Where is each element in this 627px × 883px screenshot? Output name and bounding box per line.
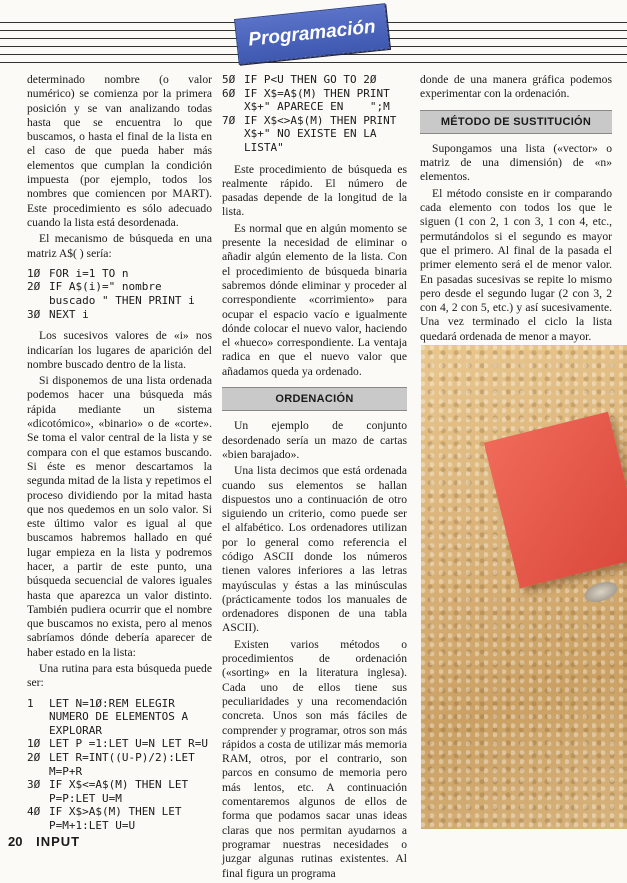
- paragraph: Este procedimiento de búsqueda es realmente rápido. El número de pasadas depende de la longitud de la lista.: [222, 162, 407, 219]
- paragraph: El mecanismo de búsqueda en una matriz A$( ) sería:: [27, 232, 212, 260]
- page-footer: [8, 834, 80, 849]
- code-line: 6Ø IF X$=A$(M) THEN PRINT X$+" APARECE EN ";M: [222, 86, 397, 114]
- code-line: 7Ø IF X$<>A$(M) THEN PRINT X$+" NO EXISTE EN LA LISTA": [222, 113, 403, 154]
- section-heading-sustitucion: MÉTODO DE SUSTITUCIÓN: [420, 110, 612, 134]
- code-line: 4Ø IF X$>A$(M) THEN LET P=M+1:LET U=U: [27, 805, 189, 832]
- code-line: 1 LET N=1Ø:REM ELEGIR NUMERO DE ELEMENTOS A EXPLORAR: [27, 696, 195, 737]
- section-title: Programación: [247, 16, 377, 51]
- code-listing-binary-cont: [222, 73, 407, 155]
- paragraph: Una lista decimos que está ordenada cuando sus elementos se hallan dispuestos uno a continuación de otro siguiendo un criterio, como puede ser el alfabético. Los ordenadores utilizan por lo general como referencia el código ASCII donde los números tienen valores inferiores a las letras mayúsculas y éstas a las minúsculas (prácticamente todos los manuales de ordenadores disponen de una tabla ASCII).: [222, 464, 407, 635]
- column-2: [222, 73, 407, 883]
- code-line: 1Ø FOR i=1 TO n: [27, 266, 129, 280]
- paragraph: Es normal que en algún momento se presente la necesidad de eliminar o añadir algún elemento de la lista. Con el procedimiento de búsqueda binaria sabremos dónde eliminar y proceder al correspondiente «corrimiento» para ocupar el espacio vacío e igualmente dónde colocar el nuevo valor, haciendo el «hueco» correspondiente. La ventaja radica en que el nuevo valor que añadamos queda ya ordenado.: [222, 221, 407, 378]
- page-number: 20: [8, 834, 23, 849]
- paragraph: Una rutina para esta búsqueda puede ser:: [27, 662, 212, 690]
- paragraph: donde de una manera gráfica podemos experimentar con la ordenación.: [420, 73, 612, 101]
- code-line: 3Ø NEXT i: [27, 307, 89, 321]
- code-line: 3Ø IF X$<=A$(M) THEN LET P=P:LET U=M: [27, 778, 195, 805]
- paragraph: Los sucesivos valores de «i» nos indicarían los lugares de aparición del nombre buscado dentro de la lista.: [27, 329, 212, 371]
- column-1: [27, 73, 212, 841]
- code-line: 2Ø IF A$(i)=" nombre buscado " THEN PRINT i: [27, 280, 195, 308]
- section-heading-ordenacion: ORDENACIÓN: [222, 387, 407, 411]
- paragraph: determinado nombre (o valor numérico) se comienza por la primera posición y se van analizando todas hasta que se encuentra lo que buscamos, o hasta el final de la lista en el caso de que pueda haber más elementos que cumplan la condición impuesta (por ejemplo, todos los nombres que comiencen por MART). Este procedimiento es sólo adecuado cuando la lista está desordenada.: [27, 73, 212, 229]
- paragraph: Si disponemos de una lista ordenada podemos hacer una búsqueda más rápida mediante un sistema «dicotómico», «binario» o de «corte». Se toma el valor central de la lista y se compara con el que estamos buscando. Si éste es menor descartamos la segunda mitad de la lista y repetimos el proceso dividiendo por la mitad hasta que nos quedemos en un solo valor. Si este último valor es igual al que buscamos habremos hallado en qué lugar empieza en la lista y podremos hacer, a partir de este punto, una búsqueda secuencial de valores iguales hasta que aparezca un valor distinto. También pudiera ocurrir que el nombre que buscamos no exista, pero al menos sabríamos dónde debería aparecer de haber estado en la lista:: [27, 374, 212, 659]
- code-listing-search: [27, 267, 212, 321]
- paragraph: Un ejemplo de conjunto desordenado sería un mazo de cartas «bien barajado».: [222, 419, 407, 461]
- column-3: [420, 73, 612, 346]
- code-listing-binary: [27, 697, 212, 833]
- magazine-name: INPUT: [36, 834, 81, 849]
- paragraph: Existen varios métodos o procedimientos de ordenación («sorting» en la literatura inglesa). Cada uno de ellos tiene sus peculiaridades y una recomendación concreta. Unos son más fáciles de comprender y programar, otros son más rápidos a costa de utilizar más memoria RAM, otros, por el contrario, son parcos en consumo de memoria pero más lentos, etc. A continuación comentaremos algunos de ellos de forma que podamos sacar unas ideas claras que nos permitan ayudarnos a programar nuestras necesidades o juzgar algunas rutinas existentes. Al final figura un programa: [222, 637, 407, 880]
- paragraph: Supongamos una lista («vector» o matriz de una dimensión) de «n» elementos.: [420, 141, 612, 184]
- paragraph: El método consiste en ir comparando cada elemento con todos los que le siguen (1 con 2, 1 con 3, 1 con 4, etc., permutándolos si el segundo es mayor que el primero. Al final de la pasada el primer elemento será el de menor valor. En pasadas sucesivas se repite lo mismo pero desde el segundo lugar (2 con 3, 2 con 4, 2 con 5, etc.) y así sucesivamente. Una vez terminado el ciclo la lista quedará ordenada de menor a mayor.: [420, 186, 612, 343]
- code-line: 5Ø IF P<U THEN GO TO 2Ø: [222, 73, 377, 86]
- code-line: 1Ø LET P =1:LET U=N LET R=U: [27, 737, 208, 751]
- code-line: 2Ø LET R=INT((U-P)/2):LET M=P+R: [27, 751, 202, 778]
